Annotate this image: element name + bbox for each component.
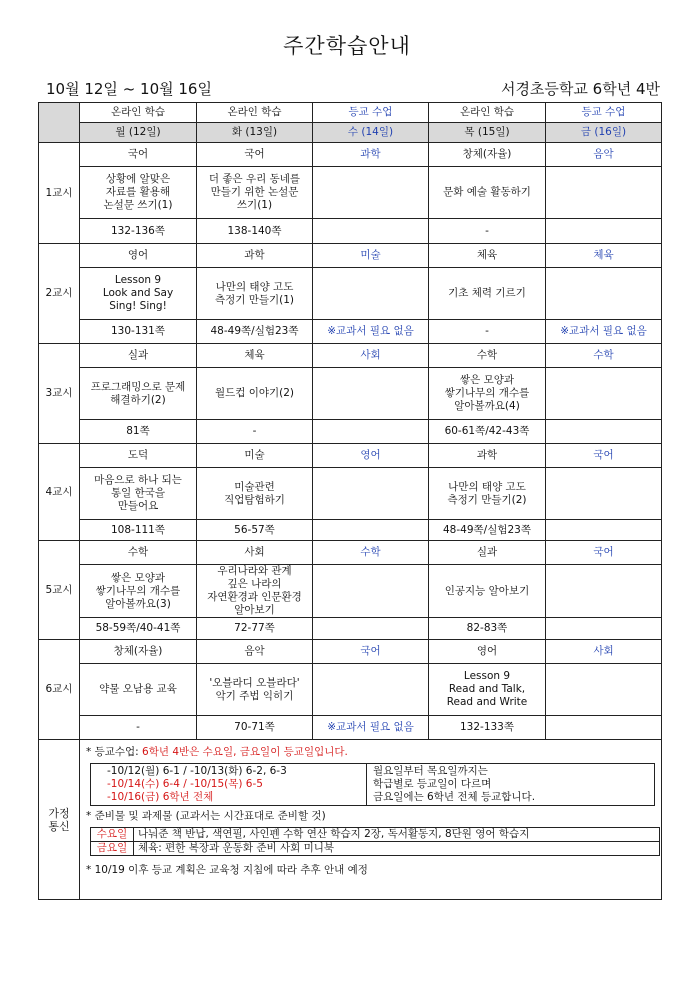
period-label: 3교시 xyxy=(39,344,80,444)
day-mode: 온라인 학습 xyxy=(429,103,546,123)
textbook-pages-cell: 138-140쪽 xyxy=(197,219,313,244)
period-label: 6교시 xyxy=(39,640,80,740)
textbook-pages-cell: ※교과서 필요 없음 xyxy=(546,320,662,344)
day-label: 금 (16일) xyxy=(546,123,662,143)
subject-cell: 국어 xyxy=(80,143,197,167)
day-mode: 등교 수업 xyxy=(313,103,429,123)
period-content-row xyxy=(39,664,662,716)
lesson-content-cell xyxy=(546,565,662,618)
period-pages-row xyxy=(39,716,662,740)
lesson-content-cell xyxy=(546,167,662,219)
prep-day: 수요일 xyxy=(91,828,134,842)
textbook-pages-cell xyxy=(546,618,662,640)
subject-cell: 과학 xyxy=(429,444,546,468)
prep-day: 금요일 xyxy=(91,842,134,856)
subject-cell: 수학 xyxy=(429,344,546,368)
subject-cell: 사회 xyxy=(313,344,429,368)
period-subject-row xyxy=(39,541,662,565)
textbook-pages-cell xyxy=(313,420,429,444)
notice-label: 가정 통신 xyxy=(39,740,80,900)
subject-cell: 창체(자율) xyxy=(429,143,546,167)
subject-cell: 실과 xyxy=(80,344,197,368)
schedule-line: -10/14(수) 6-4 / -10/15(목) 6-5 xyxy=(107,778,263,790)
day-label: 목 (15일) xyxy=(429,123,546,143)
textbook-pages-cell: ※교과서 필요 없음 xyxy=(313,716,429,740)
lesson-content-cell: 약물 오남용 교육 xyxy=(80,664,197,716)
textbook-pages-cell: 132-136쪽 xyxy=(80,219,197,244)
subject-cell: 도덕 xyxy=(80,444,197,468)
lesson-content-cell xyxy=(313,268,429,320)
lesson-content-cell xyxy=(313,565,429,618)
period-content-row xyxy=(39,167,662,219)
prep-table xyxy=(90,827,660,856)
schedule-line: -10/16(금) 6학년 전체 xyxy=(107,791,214,803)
subject-cell: 수학 xyxy=(313,541,429,565)
subject-cell: 사회 xyxy=(197,541,313,565)
prep-items: 나눠준 책 반납, 색연필, 사인펜 수학 연산 학습지 2장, 독서활동지, 8단원 영어 학습지 xyxy=(134,828,660,842)
header-mode-row xyxy=(39,103,662,123)
period-subject-row xyxy=(39,344,662,368)
subject-cell: 과학 xyxy=(197,244,313,268)
day-mode: 온라인 학습 xyxy=(80,103,197,123)
textbook-pages-cell xyxy=(546,219,662,244)
subject-cell: 영어 xyxy=(80,244,197,268)
subject-cell: 국어 xyxy=(546,541,662,565)
textbook-pages-cell: 132-133쪽 xyxy=(429,716,546,740)
schedule-list xyxy=(90,763,367,806)
textbook-pages-cell: 81쪽 xyxy=(80,420,197,444)
subject-cell: 영어 xyxy=(313,444,429,468)
period-label: 5교시 xyxy=(39,541,80,640)
subject-cell: 국어 xyxy=(546,444,662,468)
period-subject-row xyxy=(39,640,662,664)
lesson-content-cell xyxy=(546,664,662,716)
textbook-pages-cell xyxy=(546,716,662,740)
textbook-pages-cell: - xyxy=(80,716,197,740)
textbook-pages-cell: 56-57쪽 xyxy=(197,520,313,541)
textbook-pages-cell: 70-71쪽 xyxy=(197,716,313,740)
subject-cell: 국어 xyxy=(313,640,429,664)
subject-cell: 실과 xyxy=(429,541,546,565)
lesson-content-cell: 우리나라와 관계 깊은 나라의 자연환경과 인문환경 알아보기 xyxy=(197,565,313,618)
page-title: 주간학습안내 xyxy=(283,34,411,58)
textbook-pages-cell xyxy=(313,618,429,640)
period-content-row xyxy=(39,468,662,520)
subject-cell: 수학 xyxy=(546,344,662,368)
day-label: 수 (14일) xyxy=(313,123,429,143)
day-label: 화 (13일) xyxy=(197,123,313,143)
subject-cell: 국어 xyxy=(197,143,313,167)
lesson-content-cell: 마음으로 하나 되는 통일 한국을 만들어요 xyxy=(80,468,197,520)
subject-cell: 과학 xyxy=(313,143,429,167)
period-content-row xyxy=(39,565,662,618)
subject-cell: 음악 xyxy=(546,143,662,167)
header-day-row xyxy=(39,123,662,143)
textbook-pages-cell: ※교과서 필요 없음 xyxy=(313,320,429,344)
lesson-content-cell: 미술관련 직업탐험하기 xyxy=(197,468,313,520)
schedule-box xyxy=(90,763,655,806)
lesson-content-cell xyxy=(313,368,429,420)
notice-row xyxy=(39,740,662,900)
attendance-text: 6학년 4반은 수요일, 금요일이 등교일입니다. xyxy=(142,746,348,758)
textbook-pages-cell: 82-83쪽 xyxy=(429,618,546,640)
period-pages-row xyxy=(39,219,662,244)
textbook-pages-cell: 130-131쪽 xyxy=(80,320,197,344)
lesson-content-cell: 더 좋은 우리 동네를 만들기 위한 논설문 쓰기(1) xyxy=(197,167,313,219)
day-mode: 온라인 학습 xyxy=(197,103,313,123)
textbook-pages-cell: - xyxy=(197,420,313,444)
weekly-timetable xyxy=(38,102,662,900)
school-class: 서경초등학교 6학년 4반 xyxy=(500,80,660,98)
period-content-row xyxy=(39,268,662,320)
future-plan-note: * 10/19 이후 등교 계획은 교육청 지침에 따라 추후 안내 예정 xyxy=(86,864,368,876)
period-subject-row xyxy=(39,244,662,268)
subject-cell: 사회 xyxy=(546,640,662,664)
lesson-content-cell: Lesson 9 Look and Say Sing! Sing! xyxy=(80,268,197,320)
schedule-note: 월요일부터 목요일까지는 학급별로 등교일이 다르며 금요일에는 6학년 전체 등교합니다. xyxy=(367,763,655,806)
lesson-content-cell: 나만의 태양 고도 측정기 만들기(2) xyxy=(429,468,546,520)
textbook-pages-cell: 108-111쪽 xyxy=(80,520,197,541)
schedule-line: -10/12(월) 6-1 / -10/13(화) 6-2, 6-3 xyxy=(107,765,287,777)
textbook-pages-cell: 48-49쪽/실험23쪽 xyxy=(429,520,546,541)
period-pages-row xyxy=(39,320,662,344)
corner-cell xyxy=(39,103,80,143)
textbook-pages-cell: 72-77쪽 xyxy=(197,618,313,640)
prep-row xyxy=(91,842,660,856)
period-content-row xyxy=(39,368,662,420)
period-subject-row xyxy=(39,444,662,468)
lesson-content-cell xyxy=(546,368,662,420)
subject-cell: 영어 xyxy=(429,640,546,664)
subject-cell: 미술 xyxy=(313,244,429,268)
textbook-pages-cell: 60-61쪽/42-43쪽 xyxy=(429,420,546,444)
period-label: 4교시 xyxy=(39,444,80,541)
textbook-pages-cell: 58-59쪽/40-41쪽 xyxy=(80,618,197,640)
lesson-content-cell xyxy=(546,268,662,320)
textbook-pages-cell xyxy=(313,520,429,541)
lesson-content-cell xyxy=(313,664,429,716)
prep-title: * 준비물 및 과제물 (교과서는 시간표대로 준비할 것) xyxy=(86,810,326,822)
subject-cell: 창체(자율) xyxy=(80,640,197,664)
textbook-pages-cell: - xyxy=(429,320,546,344)
lesson-content-cell xyxy=(546,468,662,520)
prep-row xyxy=(91,828,660,842)
prep-items: 체육: 편한 복장과 운동화 준비 사회 미니북 xyxy=(134,842,660,856)
lesson-content-cell: Lesson 9 Read and Talk, Read and Write xyxy=(429,664,546,716)
day-mode: 등교 수업 xyxy=(546,103,662,123)
textbook-pages-cell xyxy=(546,520,662,541)
period-subject-row xyxy=(39,143,662,167)
subject-cell: 체육 xyxy=(546,244,662,268)
day-label: 월 (12일) xyxy=(80,123,197,143)
period-label: 2교시 xyxy=(39,244,80,344)
lesson-content-cell: 문화 예술 활동하기 xyxy=(429,167,546,219)
period-pages-row xyxy=(39,420,662,444)
lesson-content-cell: 월드컵 이야기(2) xyxy=(197,368,313,420)
subject-cell: 체육 xyxy=(197,344,313,368)
period-pages-row xyxy=(39,520,662,541)
date-range: 10월 12일 ~ 10월 16일 xyxy=(46,80,212,98)
lesson-content-cell: 프로그래밍으로 문제 해결하기(2) xyxy=(80,368,197,420)
attendance-line xyxy=(86,746,655,759)
attendance-prefix: * 등교수업: xyxy=(86,746,143,758)
lesson-content-cell: 인공지능 알아보기 xyxy=(429,565,546,618)
subject-cell: 미술 xyxy=(197,444,313,468)
period-pages-row xyxy=(39,618,662,640)
lesson-content-cell: 상황에 알맞은 자료를 활용해 논설문 쓰기(1) xyxy=(80,167,197,219)
subject-cell: 수학 xyxy=(80,541,197,565)
textbook-pages-cell: 48-49쪽/실험23쪽 xyxy=(197,320,313,344)
period-label: 1교시 xyxy=(39,143,80,244)
textbook-pages-cell xyxy=(546,420,662,444)
lesson-content-cell: 기초 체력 기르기 xyxy=(429,268,546,320)
lesson-content-cell xyxy=(313,468,429,520)
lesson-content-cell: '오블라디 오블라다' 악기 주법 익히기 xyxy=(197,664,313,716)
subject-cell: 체육 xyxy=(429,244,546,268)
lesson-content-cell: 쌓은 모양과 쌓기나무의 개수를 알아볼까요(4) xyxy=(429,368,546,420)
lesson-content-cell: 나만의 태양 고도 측정기 만들기(1) xyxy=(197,268,313,320)
textbook-pages-cell: - xyxy=(429,219,546,244)
textbook-pages-cell xyxy=(313,219,429,244)
notice-content xyxy=(80,740,662,900)
lesson-content-cell xyxy=(313,167,429,219)
subject-cell: 음악 xyxy=(197,640,313,664)
lesson-content-cell: 쌓은 모양과 쌓기나무의 개수를 알아볼까요(3) xyxy=(80,565,197,618)
